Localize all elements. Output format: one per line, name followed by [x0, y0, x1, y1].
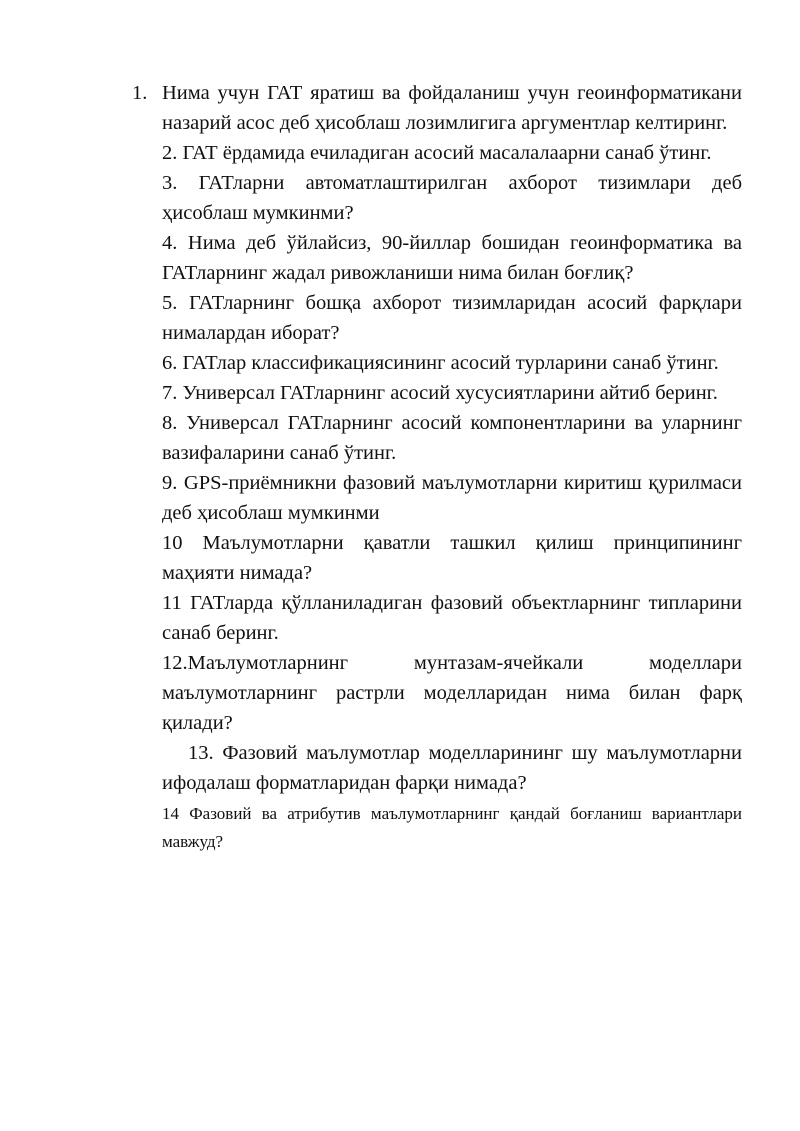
- question-item: 6. ГАТлар классификациясининг асосий турларини санаб ўтинг.: [162, 352, 719, 374]
- question-item: 3. ГАТларни автоматлаштирилган ахборот тизимлари деб ҳисоблаш мумкинми?: [162, 172, 742, 224]
- question-item: 4. Нима деб ўйлайсиз, 90-йиллар бошидан геоинформатика ва ГАТларнинг жадал ривожланиши нима билан боғлиқ?: [162, 232, 742, 284]
- question-item: 5. ГАТларнинг бошқа ахборот тизимларидан асосий фарқлари нималардан иборат?: [162, 292, 742, 344]
- question-text: Нима учун ГАТ яратиш ва фойдаланиш учун геоинформатикани назарий асос деб ҳисоблаш лозимлигига аргументлар келтиринг.: [162, 82, 742, 134]
- question-item: 10 Маълумотларни қаватли ташкил қилиш принципининг маҳияти нимада?: [162, 532, 742, 584]
- question-item: 11 ГАТларда қўлланиладиган фазовий объектларнинг типларини санаб беринг.: [162, 592, 742, 644]
- question-item: 7. Универсал ГАТларнинг асосий хусусиятларини айтиб беринг.: [162, 382, 718, 404]
- question-item: 8. Универсал ГАТларнинг асосий компонентларини ва уларнинг вазифаларини санаб ўтинг.: [162, 412, 742, 464]
- question-item: 13. Фазовий маълумотлар моделларининг шу маълумотларни ифодалаш форматларидан фарқи нимада?: [162, 742, 742, 794]
- question-list: [132, 78, 742, 856]
- question-number: 1.: [132, 82, 148, 104]
- question-item: [132, 78, 742, 138]
- question-item: 14 Фазовий ва атрибутив маълумотларнинг қандай боғланиш вариантлари мавжуд?: [162, 804, 742, 851]
- question-item: 2. ГАТ ёрдамида ечиладиган асосий масалалаарни санаб ўтинг.: [162, 142, 712, 164]
- question-item: 12.Маълумотларнинг мунтазам-ячейкали моделлари маълумотларнинг растрли моделларидан нима билан фарқ қилади?: [162, 652, 742, 734]
- question-item: 9. GPS-приёмникни фазовий маълумотларни киритиш қурилмаси деб ҳисоблаш мумкинми: [162, 472, 742, 524]
